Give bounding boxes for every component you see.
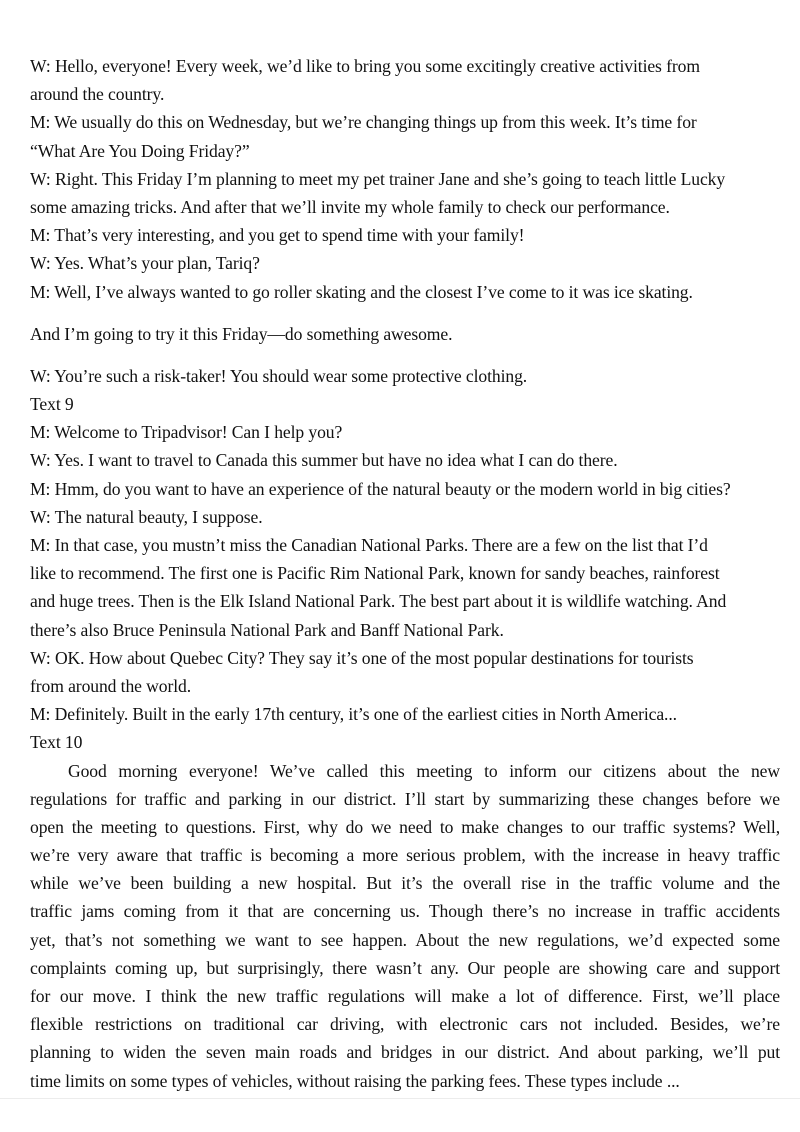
dialogue-line: like to recommend. The first one is Pacific Rim National Park, known for sandy beaches, rainforest xyxy=(30,563,720,584)
monologue-line: planning to widen the seven main roads and bridges in our district. And about parking, we’ll put xyxy=(30,1042,780,1063)
monologue-line: time limits on some types of vehicles, without raising the parking fees. These types include ... xyxy=(30,1070,680,1091)
monologue-line: we’re very aware that traffic is becoming a more serious problem, with the increase in heavy traffic xyxy=(30,845,780,866)
document-body xyxy=(30,52,780,1095)
dialogue-line: M: That’s very interesting, and you get to spend time with your family! xyxy=(30,225,525,246)
monologue-line: while we’ve been building a new hospital. But it’s the overall rise in the traffic volume and the xyxy=(30,873,780,894)
monologue-line: complaints coming up, but surprisingly, there wasn’t any. Our people are showing care and support xyxy=(30,957,780,978)
dialogue-line: W: The natural beauty, I suppose. xyxy=(30,506,263,527)
dialogue-line: and huge trees. Then is the Elk Island National Park. The best part about it is wildlife watching. And xyxy=(30,591,727,612)
monologue-line: Good morning everyone! We’ve called this meeting to inform our citizens about the new xyxy=(68,760,780,781)
monologue-line: regulations for traffic and parking in our district. I’ll start by summarizing these changes before we xyxy=(30,788,780,809)
dialogue-line: M: Definitely. Built in the early 17th century, it’s one of the earliest cities in North America... xyxy=(30,704,677,725)
dialogue-line: W: Right. This Friday I’m planning to meet my pet trainer Jane and she’s going to teach little Lucky xyxy=(30,168,726,189)
dialogue-line: there’s also Bruce Peninsula National Park and Banff National Park. xyxy=(30,619,504,640)
section-heading-text-10: Text 10 xyxy=(30,732,83,753)
dialogue-line: M: In that case, you mustn’t miss the Canadian National Parks. There are a few on the list that I’d xyxy=(30,535,708,555)
section-heading-text-9: Text 9 xyxy=(30,394,74,415)
dialogue-line: W: Yes. What’s your plan, Tariq? xyxy=(30,253,260,274)
monologue-line: flexible restrictions on traditional car driving, with electronic cars not included. Besides, we’re xyxy=(30,1014,780,1035)
monologue-line: traffic jams coming from it that are concerning us. Though there’s no increase in traffic accidents xyxy=(30,901,780,922)
dialogue-line: W: Yes. I want to travel to Canada this summer but have no idea what I can do there. xyxy=(30,450,618,471)
monologue-line: open the meeting to questions. First, why do we need to make changes to our traffic systems? Well, xyxy=(30,816,780,837)
dialogue-line: some amazing tricks. And after that we’ll invite my whole family to check our performance. xyxy=(30,196,670,217)
dialogue-line: from around the world. xyxy=(30,675,191,696)
dialogue-line: W: OK. How about Quebec City? They say it’s one of the most popular destinations for tourists xyxy=(30,647,694,668)
dialogue-line: M: Well, I’ve always wanted to go roller skating and the closest I’ve come to it was ice skating. xyxy=(30,281,693,302)
dialogue-line: M: We usually do this on Wednesday, but we’re changing things up from this week. It’s time for xyxy=(30,112,697,133)
page-bottom-rule xyxy=(0,1098,800,1099)
dialogue-line: M: Welcome to Tripadvisor! Can I help you? xyxy=(30,422,343,443)
monologue-line: yet, that’s not something we want to see happen. About the new regulations, we’d expected some xyxy=(30,929,780,950)
monologue-line: for our move. I think the new traffic regulations will make a lot of difference. First, we’ll place xyxy=(30,986,780,1006)
dialogue-line: M: Hmm, do you want to have an experience of the natural beauty or the modern world in big cities? xyxy=(30,478,731,499)
dialogue-line: around the country. xyxy=(30,84,165,105)
dialogue-line: W: You’re such a risk-taker! You should wear some protective clothing. xyxy=(30,365,528,386)
dialogue-line: W: Hello, everyone! Every week, we’d like to bring you some excitingly creative activities from xyxy=(30,56,700,76)
dialogue-line: And I’m going to try it this Friday—do something awesome. xyxy=(30,323,453,344)
dialogue-line: “What Are You Doing Friday?” xyxy=(30,140,250,161)
